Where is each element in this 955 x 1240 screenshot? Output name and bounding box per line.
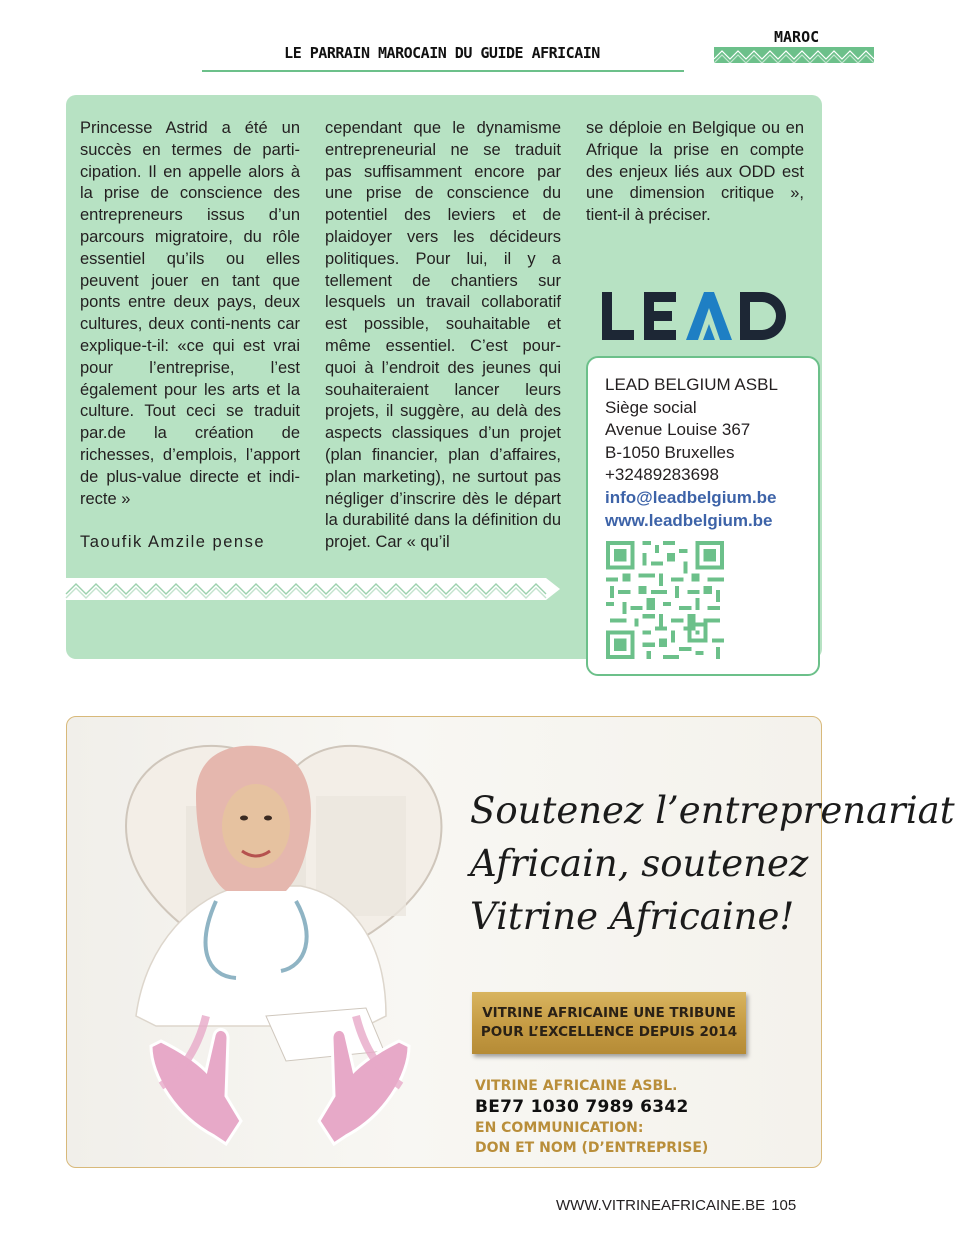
phone-number: +32489283698 <box>605 465 719 485</box>
email-link[interactable]: info@leadbelgium.be <box>605 487 777 507</box>
page-header-title: LE PARRAIN MAROCAIN DU GUIDE AFRICAIN <box>284 44 600 62</box>
ad-slogan <box>470 784 955 943</box>
section-pattern-band <box>714 47 874 63</box>
donation-details <box>475 1076 708 1158</box>
article-column-3 <box>586 118 804 227</box>
lead-logo <box>600 288 790 344</box>
qr-code[interactable] <box>606 540 724 660</box>
slogan-line: Vitrine Africaine! <box>470 895 795 938</box>
asbl-name: VITRINE AFRICAINE ASBL. <box>475 1078 678 1094</box>
city-address: B-1050 Bruxelles <box>605 442 735 462</box>
article-paragraph: Taoufik Amzile pense <box>80 533 266 552</box>
slogan-line: Soutenez l’entreprenariat <box>470 789 955 832</box>
iban-number: BE77 1030 7989 6342 <box>475 1097 689 1117</box>
page-footer <box>556 1197 796 1214</box>
footer-website-link[interactable]: WWW.VITRINEAFRICAINE.BE <box>556 1197 766 1214</box>
article-paragraph: se déploie en Belgique ou en Afrique la prise en compte des enjeux liés aux ODD est une dimension critique », tient-il à préciser. <box>586 119 804 225</box>
article-paragraph: cependant que le dynamisme entrepreneurial ne se traduit pas suffisamment encore par une prise de conscience du potentiel des leviers et de plaidoyer vers les décideurs politiques. Pour lui, il y a tellement de chantiers sur lesquels un travail collaboratif est possible, souhaitable et même essentiel. C’est pour-quoi à l’endroit des jeunes qui souhaiteraient lancer leurs projets, il suggère, au delà des aspects classiques d’un projet (plan financier, plan d’affaires, plan marketing), ne surtout pas négliger d’inscrire dès le départ la durabilité dans la définition du projet. Car « qu’il <box>325 119 561 552</box>
communication-value: DON ET NOM (D’ENTREPRISE) <box>475 1140 709 1156</box>
article-paragraph: Princesse Astrid a été un succès en termes de parti-cipation. Il en appelle alors à la prise de conscience des entrepreneurs issus d’un parcours migratoire, du rôle essentiel qu’ils ou elles peuvent jouer en tant que ponts entre deux pays, deux cultures, deux conti-nents car explique-t-il: «ce qui est vrai pour l’entreprise, l’est également pour les arts et la culture. Tout ceci se traduit par.de la création de richesses, d’emplois, l’apport de plus-value directe et indi-recte » <box>80 119 300 508</box>
siege-label: Siège social <box>605 397 697 417</box>
page-number: 105 <box>771 1197 797 1214</box>
website-link[interactable]: www.leadbelgium.be <box>605 510 773 530</box>
article-column-1 <box>80 118 300 554</box>
slogan-line: Africain, soutenez <box>470 842 809 885</box>
contact-details <box>605 374 778 532</box>
banner-line: VITRINE AFRICAINE UNE TRIBUNE <box>482 1005 736 1021</box>
street-address: Avenue Louise 367 <box>605 420 751 440</box>
decorative-zigzag-band <box>66 578 560 600</box>
banner-line: POUR L’EXCELLENCE DEPUIS 2014 <box>480 1024 738 1040</box>
header-divider <box>202 70 684 72</box>
communication-label: EN COMMUNICATION: <box>475 1120 644 1136</box>
org-name: LEAD BELGIUM ASBL <box>605 375 778 394</box>
ad-illustration <box>66 716 486 1168</box>
tribune-banner <box>472 992 746 1054</box>
section-label: MAROC <box>774 28 820 46</box>
article-column-2 <box>325 118 561 554</box>
